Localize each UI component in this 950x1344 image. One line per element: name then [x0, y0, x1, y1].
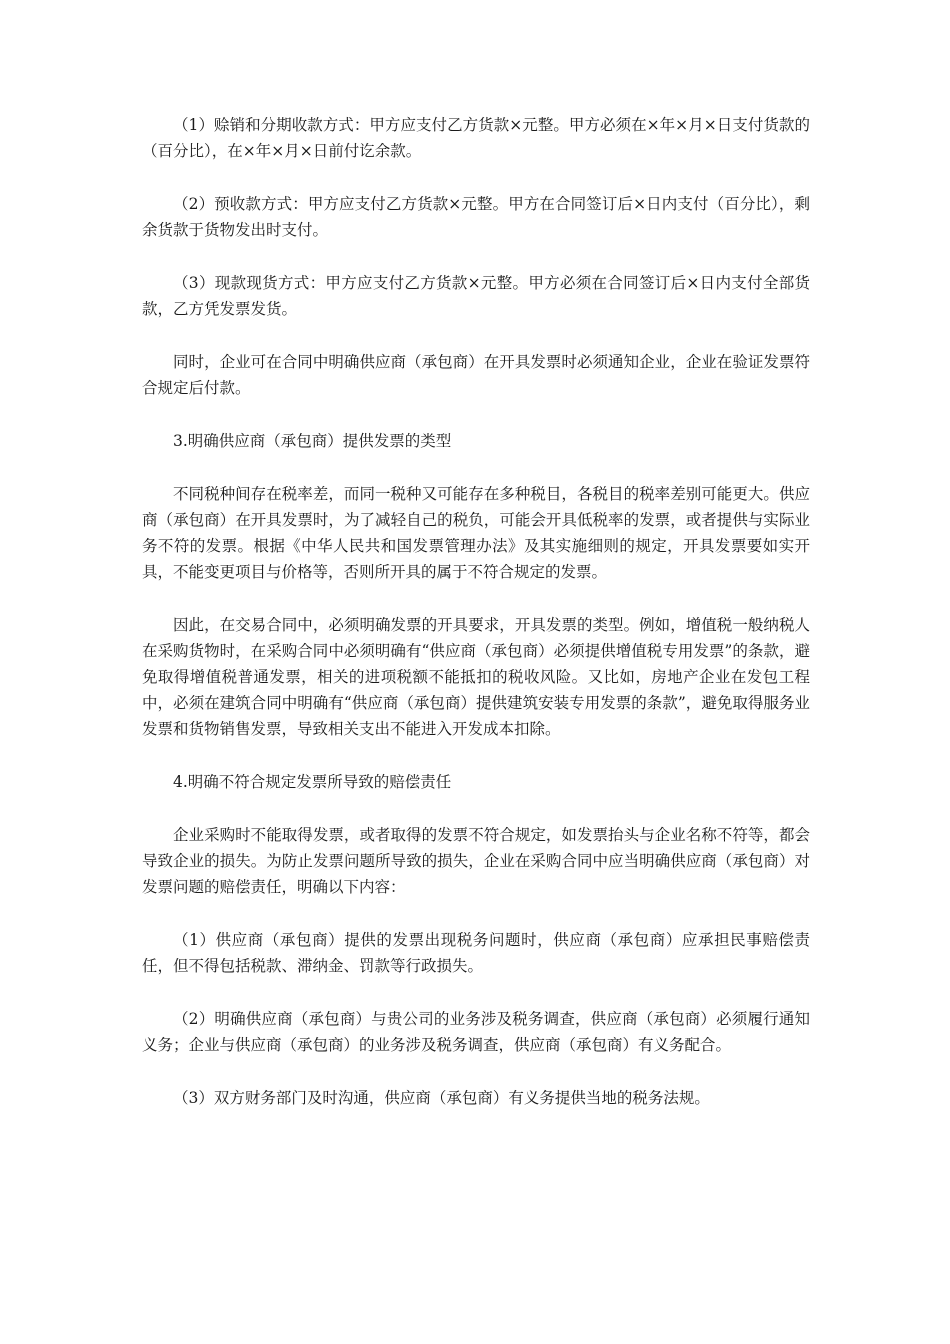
section-heading-4: 4.明确不符合规定发票所导致的赔偿责任 [173, 773, 452, 791]
paragraph-contract-invoice-type: 因此，在交易合同中，必须明确发票的开具要求，开具发票的类型。例如，增值税一般纳税人在采购货物时，在采购合同中必须明确有“供应商（承包商）必须提供增值税专用发票”的条款，避免取得增值税普通发票，相关的进项税额不能抵扣的税收风险。又比如，房地产企业在发包工程中，必须在建筑合同中明确有“供应商（承包商）提供建筑安装专用发票的条款”，避免取得服务业发票和货物销售发票，导致相关支出不能进入开发成本扣除。 [142, 616, 810, 738]
paragraph-cash-on-delivery: （3）现款现货方式：甲方应支付乙方货款×元整。甲方必须在合同签订后×日内支付全部货款，乙方凭发票发货。 [142, 274, 810, 318]
paragraph-credit-installment: （1）赊销和分期收款方式：甲方应支付乙方货款×元整。甲方必须在×年×月×日支付货款的（百分比），在×年×月×日前付讫余款。 [142, 116, 810, 160]
paragraph-tax-rate-difference: 不同税种间存在税率差，而同一税种又可能存在多种税目，各税目的税率差别可能更大。供应商（承包商）在开具发票时，为了减轻自己的税负，可能会开具低税率的发票，或者提供与实际业务不符的发票。根据《中华人民共和国发票管理办法》及其实施细则的规定，开具发票要如实开具，不能变更项目与价格等，否则所开具的属于不符合规定的发票。 [142, 485, 810, 581]
paragraph-compensation-intro: 企业采购时不能取得发票，或者取得的发票不符合规定，如发票抬头与企业名称不符等，都会导致企业的损失。为防止发票问题所导致的损失，企业在采购合同中应当明确供应商（承包商）对发票问题的赔偿责任，明确以下内容： [142, 826, 810, 896]
section-heading-3: 3.明确供应商（承包商）提供发票的类型 [173, 432, 452, 450]
paragraph-civil-liability: （1）供应商（承包商）提供的发票出现税务问题时，供应商（承包商）应承担民事赔偿责任，但不得包括税款、滞纳金、罚款等行政损失。 [142, 931, 810, 975]
document-body [142, 112, 810, 1138]
paragraph-tax-investigation: （2）明确供应商（承包商）与贵公司的业务涉及税务调查，供应商（承包商）必须履行通知义务；企业与供应商（承包商）的业务涉及税务调查，供应商（承包商）有义务配合。 [142, 1010, 810, 1054]
paragraph-invoice-notice: 同时，企业可在合同中明确供应商（承包商）在开具发票时必须通知企业，企业在验证发票符合规定后付款。 [142, 353, 810, 397]
paragraph-advance-payment: （2）预收款方式：甲方应支付乙方货款×元整。甲方在合同签订后×日内支付（百分比），剩余货款于货物发出时支付。 [142, 195, 810, 239]
paragraph-finance-communication: （3）双方财务部门及时沟通，供应商（承包商）有义务提供当地的税务法规。 [173, 1089, 710, 1107]
